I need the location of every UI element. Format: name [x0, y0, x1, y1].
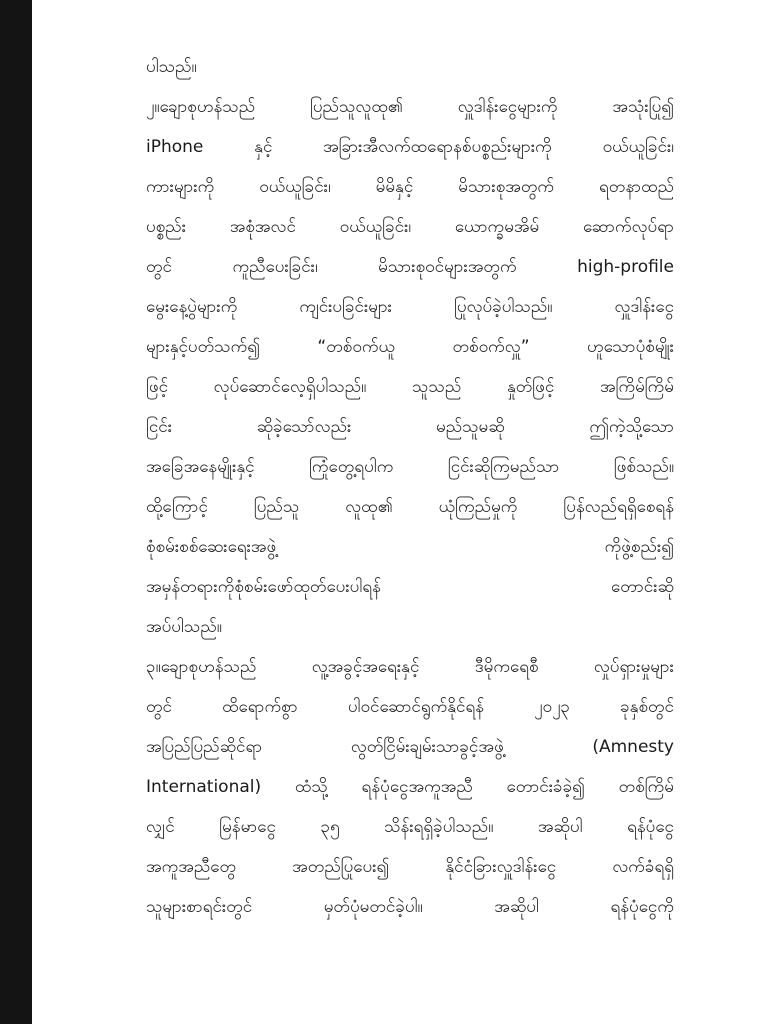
text-line: ငြင်း ဆိုခဲ့သော်လည်း မည်သူမဆို ဤကဲ့သို့သော: [146, 417, 674, 437]
text-line: ပစ္စည်း အစုံအလင် ဝယ်ယူခြင်း၊ ယောက္ခမအိမ် ဆောက်လုပ်ရာ: [146, 217, 674, 237]
text-line: အမှန်တရားကိုစုံစမ်းဖော်ထုတ်ပေးပါရန် တောင်းဆို: [146, 577, 674, 597]
text-line: အခြေအနေမျိုးနှင့် ကြုံတွေ့ရပါက ငြင်းဆိုကြမည်သာ ဖြစ်သည်။: [146, 457, 674, 477]
text-line: တွင် ထိရောက်စွာ ပါဝင်ဆောင်ရွက်နိုင်ရန် ၂၀၂၃ ခုနှစ်တွင်: [146, 697, 674, 717]
document-page: [146, 47, 674, 1007]
text-line: အပြည်ပြည်ဆိုင်ရာ လွတ်ငြိမ်းချမ်းသာခွင့်အဖွဲ့ (Amnesty: [146, 737, 674, 757]
page-edge-shadow: [0, 0, 32, 1024]
text-line: များနှင့်ပတ်သက်၍ “တစ်ဝက်ယူ တစ်ဝက်လှူ” ဟူသောပုံစံမျိုး: [146, 337, 674, 357]
text-line: ပါသည်။: [146, 57, 197, 77]
text-line: အပ်ပါသည်။: [146, 617, 222, 637]
text-line: iPhone နှင့် အခြားအီလက်ထရောနစ်ပစ္စည်းများကို ဝယ်ယူခြင်း၊: [146, 137, 674, 157]
text-line: ထို့ကြောင့် ပြည်သူ လူထု၏ ယုံကြည်မှုကို ပြန်လည်ရရှိစေရန်: [146, 497, 674, 517]
text-line: အကူအညီတွေ အတည်ပြုပေး၍ နိုင်ငံခြားလှူဒါန်းငွေ လက်ခံရရှိ: [146, 857, 674, 877]
text-line: ဖြင့် လုပ်ဆောင်လေ့ရှိပါသည်။ သူသည် နှုတ်ဖြင့် အကြိမ်ကြိမ်: [146, 377, 674, 397]
text-line: သူများစာရင်းတွင် မှတ်ပုံမတင်ခဲ့ပါ။ အဆိုပါ ရန်ပုံငွေကို: [146, 897, 674, 917]
text-line: စုံစမ်းစစ်ဆေးရေးအဖွဲ့ ကိုဖွဲ့စည်း၍: [146, 537, 674, 557]
text-line: မွေးနေ့ပွဲများကို ကျင်းပခြင်းများ ပြုလုပ်ခဲ့ပါသည်။ လှူဒါန်းငွေ: [146, 297, 674, 317]
text-line: ၂။ချောစုဟန်သည် ပြည်သူလူထု၏ လှူဒါန်းငွေများကို အသုံးပြု၍: [146, 97, 674, 117]
text-line: ကားများကို ဝယ်ယူခြင်း၊ မိမိနှင့် မိသားစုအတွက် ရတနာထည်: [146, 177, 674, 197]
text-line: တွင် ကူညီပေးခြင်း၊ မိသားစုဝင်များအတွက် high-profile: [146, 257, 674, 277]
text-line: လျှင် မြန်မာငွေ ၃၅ သိန်းရရှိခဲ့ပါသည်။ အဆိုပါ ရန်ပုံငွေ: [146, 817, 674, 837]
text-line: ၃။ချောစုဟန်သည် လူ့အခွင့်အရေးနှင့် ဒီမိုကရေစီ လှုပ်ရှားမှုများ: [146, 657, 674, 677]
text-line: International) ထံသို့ ရန်ပုံငွေအကူအညီ တောင်းခံခဲ့၍ တစ်ကြိမ်: [146, 777, 674, 797]
